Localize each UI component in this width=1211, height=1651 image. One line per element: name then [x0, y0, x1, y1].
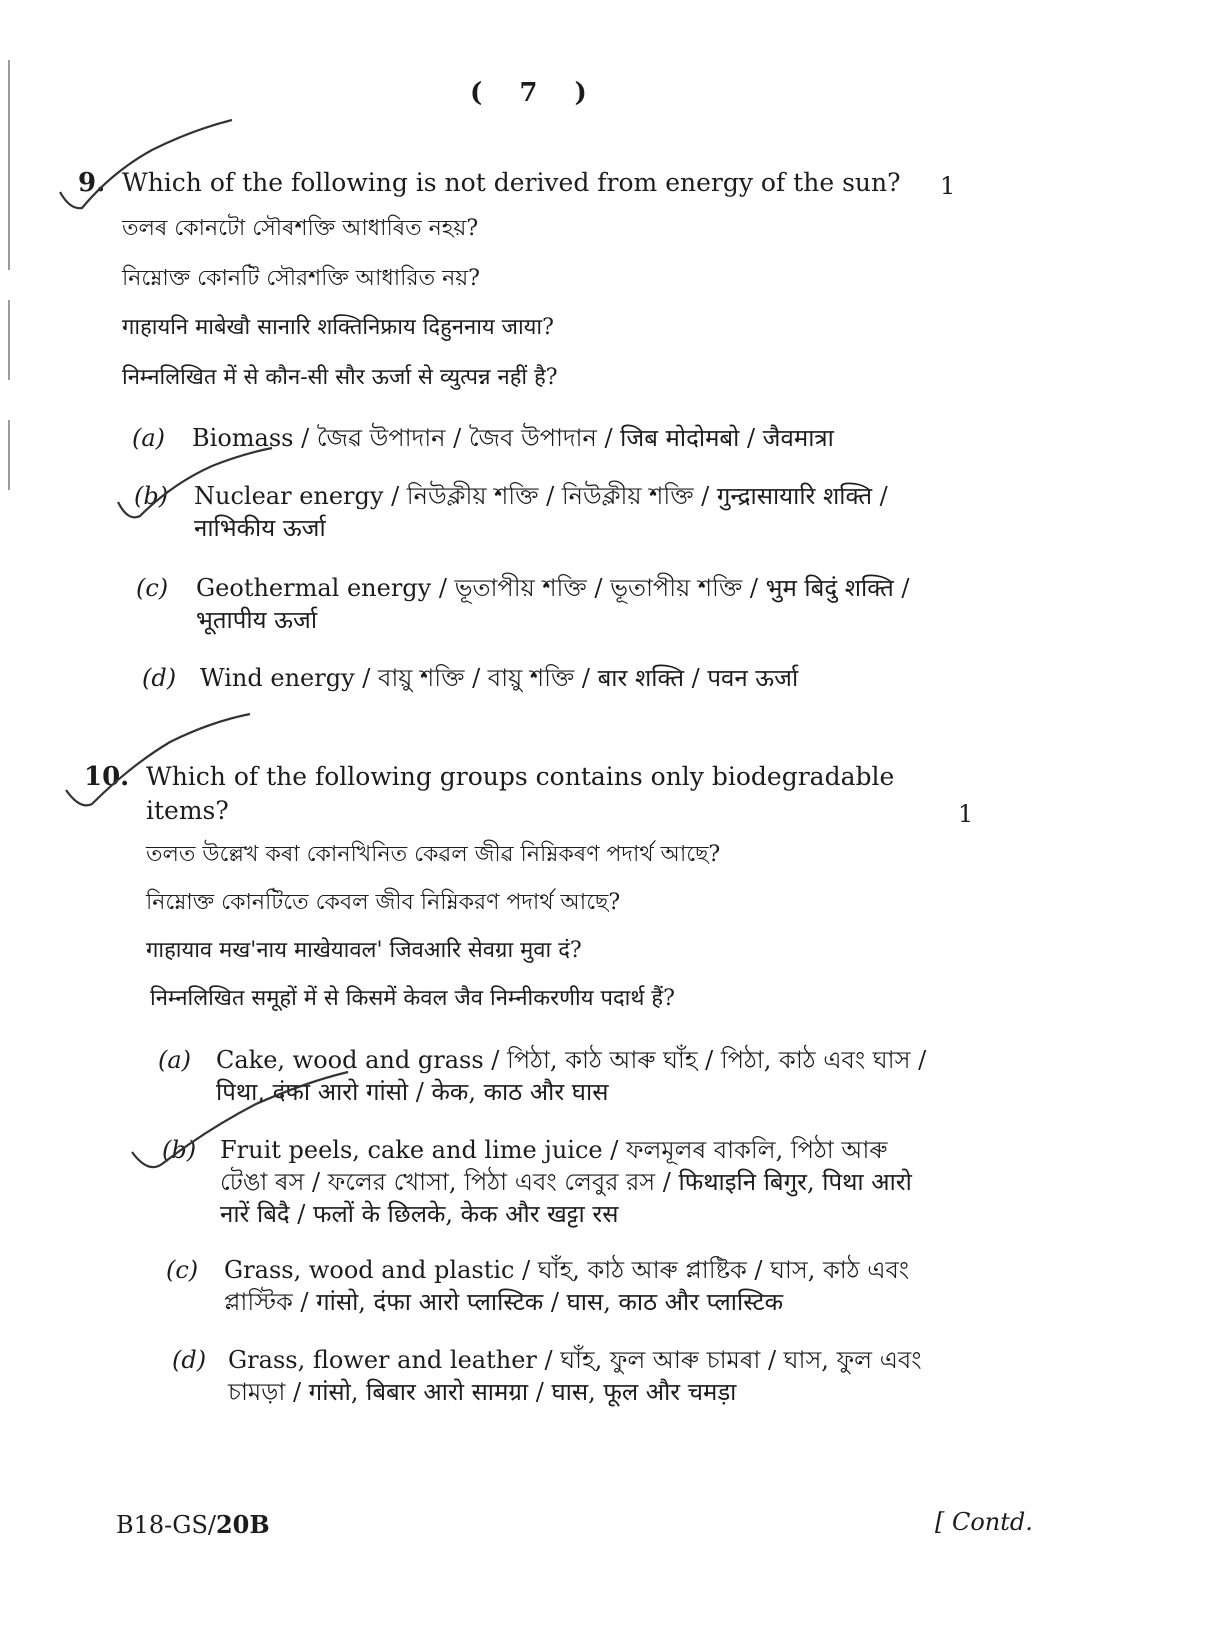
option-text: Nuclear energy / নিউক্লীয় শক্তি / নিউক্লীয় শক্তি / गुन्द्रासायारि शक्ति / नाभिकीय ऊर्जा	[194, 482, 888, 542]
question-marks: 1	[958, 800, 974, 828]
option-label: (a)	[132, 424, 166, 452]
question-number: 9.	[78, 168, 106, 198]
question-number: 10.	[84, 762, 130, 792]
question-translation: নিম্নোক্ত কোনটিতে কেবল জীব নিম্নিকরণ পদার্থ আছে?	[146, 890, 621, 915]
question-text: Which of the following is not derived from energy of the sun?	[122, 168, 901, 197]
paper-code-number: 20B	[215, 1510, 270, 1539]
option-text: Grass, wood and plastic / ঘাঁহ, কাঠ আৰু প্লাষ্টিক / ঘাস, কাঠ এবং প্লাস্টিক / गांसो, दंफा आरो प्लास्टिक / घास, काठ और प्लास्टिक	[224, 1256, 910, 1316]
question-translation: তলত উল্লেখ কৰা কোনখিনিত কেৱল জীৱ নিম্নিকৰণ পদাৰ্থ আছে?	[146, 842, 721, 867]
question-translation: তলৰ কোনটো সৌৰশক্তি আধাৰিত নহয়?	[122, 216, 479, 241]
option-label: (c)	[166, 1256, 199, 1284]
option-label: (d)	[172, 1346, 207, 1374]
option-label: (c)	[136, 574, 169, 602]
option-label: (b)	[134, 482, 169, 510]
question-translation: निम्नलिखित में से कौन-सी सौर ऊर्जा से व्युत्पन्न नहीं है?	[122, 365, 558, 390]
paper-code-prefix: B18-GS/	[116, 1511, 216, 1539]
question-translation: गाहायनि माबेखौ सानारि शक्तिनिफ्राय दिहुननाय जाया?	[122, 315, 554, 340]
option-label: (b)	[162, 1136, 197, 1164]
question-text: Which of the following groups contains only biodegradable items?	[146, 762, 895, 825]
option-label: (a)	[158, 1046, 192, 1074]
option-text: Grass, flower and leather / ঘাঁহ, ফুল আৰু চামৰা / ঘাস, ফুল এবং চামড়া / गांसो, बिबार आरो सामग्रा / घास, फूल और चमड़ा	[228, 1346, 922, 1406]
scan-margin-line	[8, 60, 10, 270]
continued-note: [ Contd.	[935, 1508, 1033, 1536]
question-translation: गाहायाव मख'नाय माखेयावल' जिवआरि सेवग्रा मुवा दं?	[146, 938, 582, 963]
option-text: Wind energy / বায়ু শক্তি / বায়ু শক্তি / बार शक्ति / पवन ऊर्जा	[200, 664, 799, 692]
option-label: (d)	[142, 664, 177, 692]
option-text: Cake, wood and grass / পিঠা, কাঠ আৰু ঘাঁহ / পিঠা, কাঠ এবং ঘাস / पिथा, दंफा आरो गांसो / केक, काठ और घास	[216, 1046, 927, 1106]
option-text: Geothermal energy / ভূতাপীয় শক্তি / ভূতাপীয় শক্তি / भुम बिदुं शक्ति / भूतापीय ऊर्जा	[196, 574, 910, 634]
scan-margin-line	[8, 300, 10, 380]
page-number: ( 7 )	[470, 78, 601, 108]
question-translation: निम्नलिखित समूहों में से किसमें केवल जैव निम्नीकरणीय पदार्थ हैं?	[150, 986, 675, 1011]
scan-margin-line	[8, 420, 10, 490]
option-text: Fruit peels, cake and lime juice / ফলমূলৰ বাকলি, পিঠা আৰু টেঙা ৰস / ফলের খোসা, পিঠা এবং লেবুর রস / फिथाइनि बिगुर, पिथा आरो नारें बिदै / फलों के छिलके, केक और खट्टा रस	[220, 1136, 912, 1228]
question-translation: নিম্নোক্ত কোনটি সৌরশক্তি আধারিত নয়?	[122, 266, 480, 291]
paper-code	[116, 1510, 270, 1539]
question-marks: 1	[940, 172, 956, 200]
option-text: Biomass / জৈৱ উপাদান / জৈব উপাদান / जिब मोदोमबो / जैवमात्रा	[192, 424, 834, 452]
